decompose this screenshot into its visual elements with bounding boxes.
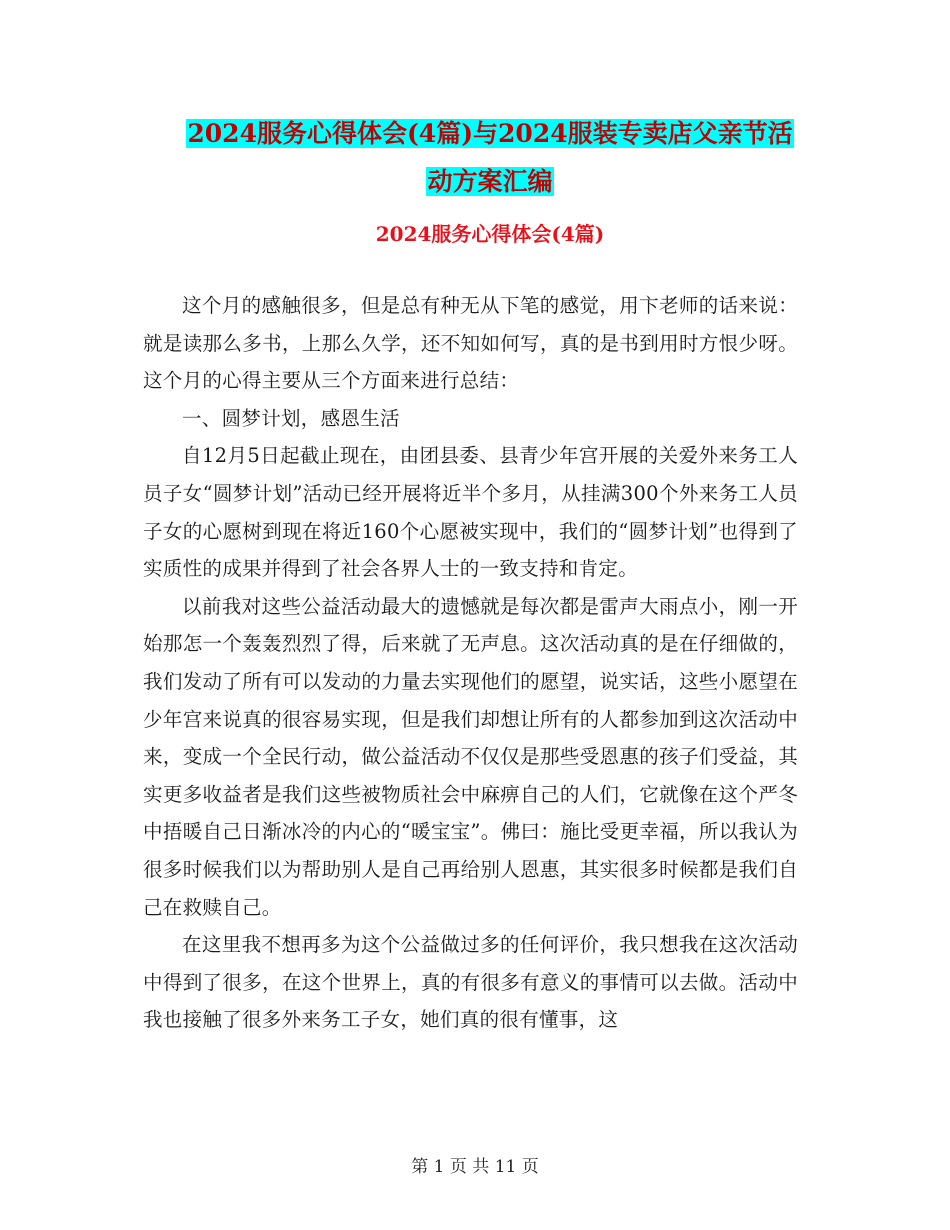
page-footer: 第 1 页 共 11 页 [411,1157,539,1177]
title-line-1: 2024服务心得体会(4篇)与2024服装专卖店父亲节活 [187,119,793,148]
document-title [140,110,840,206]
paragraph: 这个月的感触很多，但是总有种无从下笔的感觉，用卞老师的话来说：就是读那么多书，上那么久学，还不知如何写，真的是书到用时方恨少呀。这个月的心得主要从三个方面来进行总结： [143,294,798,393]
document-body [143,287,798,1039]
paragraph: 以前我对这些公益活动最大的遗憾就是每次都是雷声大雨点小，刚一开始那怎一个轰轰烈烈了得，后来就了无声息。这次活动真的是在仔细做的，我们发动了所有可以发动的力量去实现他们的愿望，说实话，这些小愿望在少年宫来说真的很容易实现，但是我们却想让所有的人都参加到这次活动中来，变成一个全民行动，做公益活动不仅仅是那些受恩惠的孩子们受益，其实更多收益者是我们这些被物质社会中麻痹自己的人们，它就像在这个严冬中捂暖自己日渐冰冷的内心的“暖宝宝”。佛曰：施比受更幸福，所以我认为很多时候我们以为帮助别人是自己再给别人恩惠，其实很多时候都是我们自己在救赎自己。 [143,594,798,919]
paragraph: 一、圆梦计划，感恩生活 [182,406,400,430]
title-line-2: 动方案汇编 [427,167,553,196]
paragraph: 在这里我不想再多为这个公益做过多的任何评价，我只想我在这次活动中得到了很多，在这个世界上，真的有很多有意义的事情可以去做。活动中我也接触了很多外来务工子女，她们真的很有懂事，这 [143,933,798,1032]
section-title: 2024服务心得体会(4篇) [375,222,605,246]
paragraph: 自12月5日起截止现在，由团县委、县青少年宫开展的关爱外来务工人员子女“圆梦计划”活动已经开展将近半个多月，从挂满300个外来务工人员子女的心愿树到现在将近160个心愿被实现中，我们的“圆梦计划”也得到了实质性的成果并得到了社会各界人士的一致支持和肯定。 [143,444,798,581]
